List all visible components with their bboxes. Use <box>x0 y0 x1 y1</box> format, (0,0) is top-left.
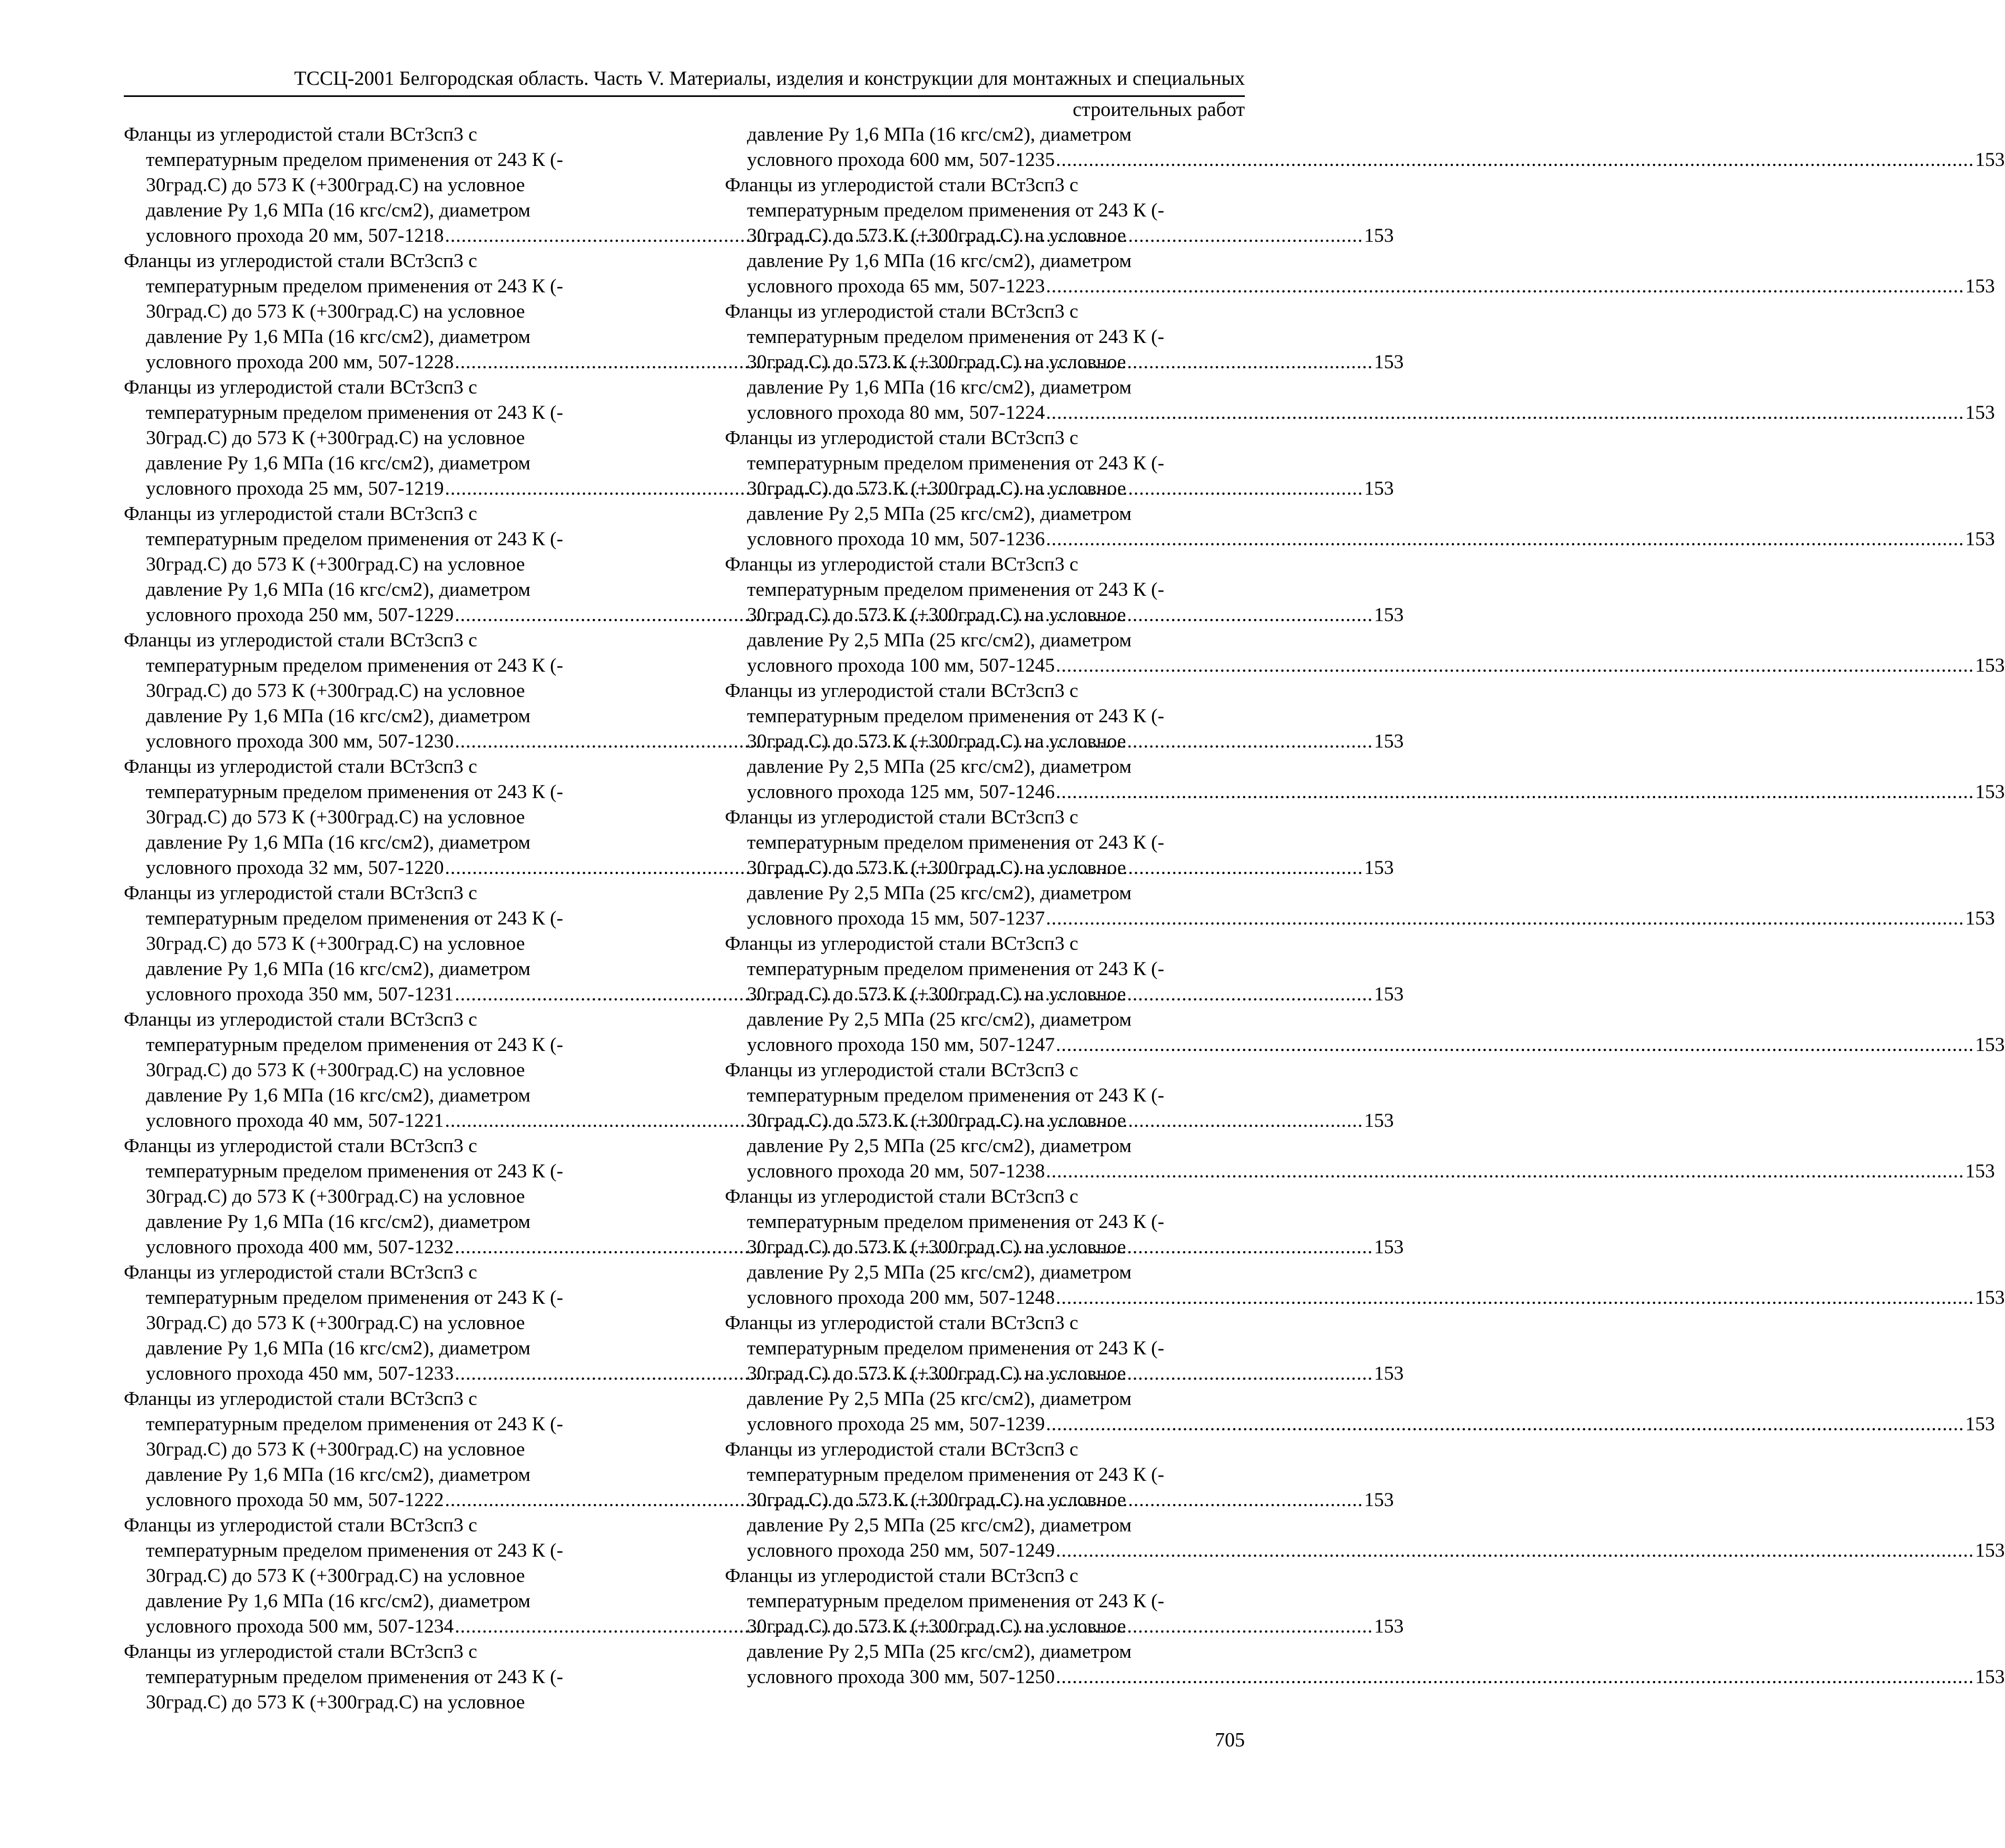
entry-line: 30град.С) до 573 К (+300град.С) на условное <box>747 1110 1126 1132</box>
dot-leader <box>1045 528 1965 550</box>
entry-line-with-page <box>747 1665 2005 1690</box>
entry-line-with-page <box>747 148 2005 173</box>
entry-text: условного прохода 400 мм, 507-1232 <box>146 1236 454 1258</box>
entry-line: давление Ру 1,6 МПа (16 кгс/см2), диаметром <box>146 200 531 221</box>
entry-line: 30град.С) до 573 К (+300град.С) на условное <box>146 1565 525 1587</box>
entry-page-number: 153 <box>1965 402 1995 424</box>
entry-line: Фланцы из углеродистой стали ВСт3сп3 с <box>124 377 477 398</box>
dot-leader <box>1055 1034 1975 1056</box>
entry-line: 30град.С) до 573 К (+300град.С) на условное <box>747 1616 1126 1637</box>
entry-text: условного прохода 500 мм, 507-1234 <box>146 1616 454 1637</box>
dot-leader <box>1055 781 1975 803</box>
dot-leader <box>1045 1413 1965 1435</box>
entry-line-with-page <box>747 274 1995 299</box>
entry-line: Фланцы из углеродистой стали ВСт3сп3 с <box>725 1439 1078 1460</box>
entry-line: температурным пределом применения от 243 К (- <box>747 579 1164 601</box>
entry-line: 30град.С) до 573 К (+300град.С) на условное <box>747 604 1126 626</box>
entry-text: условного прохода 200 мм, 507-1228 <box>146 351 454 373</box>
entry-line: Фланцы из углеродистой стали ВСт3сп3 с <box>725 807 1078 828</box>
entry-line: 30град.С) до 573 К (+300град.С) на условное <box>747 1236 1126 1258</box>
entry-line: температурным пределом применения от 243 К (- <box>146 1666 563 1688</box>
entry-page-number: 153 <box>1364 225 1394 247</box>
entry-text: условного прохода 250 мм, 507-1249 <box>747 1540 1055 1561</box>
entry-page-number: 153 <box>1965 908 1995 929</box>
entry-line: давление Ру 1,6 МПа (16 кгс/см2), диаметром <box>747 124 1132 145</box>
entry-line: 30град.С) до 573 К (+300град.С) на условное <box>146 1439 525 1460</box>
entry-line: 30град.С) до 573 К (+300град.С) на условное <box>146 1186 525 1207</box>
index-entry <box>725 122 2005 173</box>
entry-page-number: 153 <box>1364 857 1394 879</box>
entry-page-number: 153 <box>1975 1034 2005 1056</box>
entry-line: Фланцы из углеродистой стали ВСт3сп3 с <box>124 630 477 651</box>
entry-page-number: 153 <box>1374 1363 1404 1384</box>
entry-text: условного прохода 250 мм, 507-1229 <box>146 604 454 626</box>
entry-line: Фланцы из углеродистой стали ВСт3сп3 с <box>124 1262 477 1283</box>
entry-text: условного прохода 15 мм, 507-1237 <box>747 908 1045 929</box>
entry-line-with-page <box>747 1033 2005 1058</box>
entry-line: температурным пределом применения от 243 К (- <box>146 1034 563 1056</box>
entry-line: температурным пределом применения от 243 К (- <box>747 832 1164 853</box>
entry-text: условного прохода 350 мм, 507-1231 <box>146 984 454 1005</box>
entry-line: 30град.С) до 573 К (+300град.С) на условное <box>747 351 1126 373</box>
entry-page-number: 153 <box>1374 604 1404 626</box>
index-entry <box>725 426 1995 552</box>
entry-line: температурным пределом применения от 243 К (- <box>146 149 563 171</box>
entry-line: температурным пределом применения от 243 К (- <box>747 200 1164 221</box>
entry-line: температурным пределом применения от 243 К (- <box>747 1464 1164 1486</box>
entry-line: 30град.С) до 573 К (+300град.С) на условное <box>747 225 1126 247</box>
index-entry <box>725 299 1995 426</box>
entry-text: условного прохода 125 мм, 507-1246 <box>747 781 1055 803</box>
entry-line: Фланцы из углеродистой стали ВСт3сп3 с <box>124 1388 477 1410</box>
index-entry <box>725 931 2005 1058</box>
entry-line: давление Ру 2,5 МПа (25 кгс/см2), диаметром <box>747 756 1132 778</box>
entry-line: температурным пределом применения от 243 К (- <box>747 453 1164 474</box>
entry-line: температурным пределом применения от 243 К (- <box>146 528 563 550</box>
entry-line: давление Ру 1,6 МПа (16 кгс/см2), диаметром <box>747 377 1132 398</box>
entry-page-number: 153 <box>1374 1616 1404 1637</box>
entry-line: давление Ру 2,5 МПа (25 кгс/см2), диаметром <box>747 1388 1132 1410</box>
entry-line-with-page <box>747 1285 2005 1311</box>
header-subtitle: строительных работ <box>1073 99 1245 121</box>
dot-leader <box>1045 908 1965 929</box>
dot-leader <box>1055 1666 1975 1688</box>
entry-line: давление Ру 1,6 МПа (16 кгс/см2), диаметром <box>146 1085 531 1106</box>
index-entry <box>725 679 2005 805</box>
entry-line: 30град.С) до 573 К (+300град.С) на условное <box>747 1489 1126 1511</box>
entry-page-number: 153 <box>1975 1287 2005 1309</box>
entry-line: давление Ру 2,5 МПа (25 кгс/см2), диаметром <box>747 1641 1132 1663</box>
entry-text: условного прохода 20 мм, 507-1238 <box>747 1161 1045 1182</box>
entry-page-number: 153 <box>1364 1110 1394 1132</box>
entry-line: температурным пределом применения от 243 К (- <box>146 1540 563 1561</box>
entry-line: 30град.С) до 573 К (+300град.С) на условное <box>747 478 1126 499</box>
entry-line-with-page <box>747 527 1995 552</box>
entry-line: 30град.С) до 573 К (+300град.С) на условное <box>146 174 525 196</box>
entry-line: давление Ру 1,6 МПа (16 кгс/см2), диаметром <box>146 1338 531 1359</box>
entry-line: температурным пределом применения от 243 К (- <box>146 1413 563 1435</box>
entry-line: Фланцы из углеродистой стали ВСт3сп3 с <box>124 250 477 272</box>
entry-line: давление Ру 1,6 МПа (16 кгс/см2), диаметром <box>146 705 531 727</box>
entry-line: Фланцы из углеродистой стали ВСт3сп3 с <box>725 554 1078 575</box>
entry-line: температурным пределом применения от 243 К (- <box>747 1338 1164 1359</box>
entry-text: условного прохода 10 мм, 507-1236 <box>747 528 1045 550</box>
entry-text: условного прохода 32 мм, 507-1220 <box>146 857 444 879</box>
entry-text: условного прохода 600 мм, 507-1235 <box>747 149 1055 171</box>
index-entry <box>725 552 2005 679</box>
entry-text: условного прохода 200 мм, 507-1248 <box>747 1287 1055 1309</box>
dot-leader <box>1055 1287 1975 1309</box>
dot-leader <box>1055 1540 1975 1561</box>
entry-page-number: 153 <box>1965 1413 1995 1435</box>
entry-text: условного прохода 20 мм, 507-1218 <box>146 225 444 247</box>
entry-text: условного прохода 300 мм, 507-1230 <box>146 731 454 752</box>
entry-line: 30град.С) до 573 К (+300град.С) на условное <box>747 857 1126 879</box>
entry-line: температурным пределом применения от 243 К (- <box>146 655 563 676</box>
entry-line: давление Ру 2,5 МПа (25 кгс/см2), диаметром <box>747 1262 1132 1283</box>
entry-text: условного прохода 25 мм, 507-1219 <box>146 478 444 499</box>
header-title: ТССЦ-2001 Белгородская область. Часть V. Материалы, изделия и конструкции для монтажных и специальных <box>294 67 1245 90</box>
dot-leader <box>1045 276 1965 297</box>
entry-line: температурным пределом применения от 243 К (- <box>747 1085 1164 1106</box>
dot-leader <box>1055 149 1975 171</box>
entry-line-with-page <box>747 400 1995 426</box>
entry-line: давление Ру 2,5 МПа (25 кгс/см2), диаметром <box>747 503 1132 525</box>
entry-page-number: 153 <box>1975 655 2005 676</box>
entry-line: давление Ру 1,6 МПа (16 кгс/см2), диаметром <box>146 453 531 474</box>
entry-text: условного прохода 150 мм, 507-1247 <box>747 1034 1055 1056</box>
entry-line: давление Ру 1,6 МПа (16 кгс/см2), диаметром <box>747 250 1132 272</box>
entry-page-number: 153 <box>1965 1161 1995 1182</box>
index-entry <box>725 805 1995 931</box>
index-entry <box>725 1564 2005 1690</box>
entry-line: давление Ру 2,5 МПа (25 кгс/см2), диаметром <box>747 1009 1132 1030</box>
entry-line: давление Ру 2,5 МПа (25 кгс/см2), диаметром <box>747 630 1132 651</box>
entry-line-with-page <box>747 906 1995 931</box>
entry-line: Фланцы из углеродистой стали ВСт3сп3 с <box>725 933 1078 955</box>
entry-page-number: 153 <box>1975 149 2005 171</box>
entry-line: температурным пределом применения от 243 К (- <box>747 705 1164 727</box>
entry-line: Фланцы из углеродистой стали ВСт3сп3 с <box>124 756 477 778</box>
entry-line: температурным пределом применения от 243 К (- <box>747 958 1164 980</box>
entry-line: Фланцы из углеродистой стали ВСт3сп3 с <box>725 301 1078 322</box>
entry-line: Фланцы из углеродистой стали ВСт3сп3 с <box>124 1009 477 1030</box>
entry-page-number: 153 <box>1965 276 1995 297</box>
entry-line: 30град.С) до 573 К (+300град.С) на условное <box>747 984 1126 1005</box>
entry-line: Фланцы из углеродистой стали ВСт3сп3 с <box>725 1565 1078 1587</box>
index-entry <box>124 1639 619 1715</box>
entry-line: 30град.С) до 573 К (+300град.С) на условное <box>146 427 525 449</box>
entry-line: давление Ру 2,5 МПа (25 кгс/см2), диаметром <box>747 1515 1132 1536</box>
entry-line: давление Ру 1,6 МПа (16 кгс/см2), диаметром <box>146 832 531 853</box>
entry-line: Фланцы из углеродистой стали ВСт3сп3 с <box>725 1186 1078 1207</box>
dot-leader <box>1045 402 1965 424</box>
index-entry <box>725 173 1995 299</box>
entry-line: температурным пределом применения от 243 К (- <box>146 1161 563 1182</box>
entry-line: 30град.С) до 573 К (+300град.С) на условное <box>146 301 525 322</box>
entry-line: температурным пределом применения от 243 К (- <box>146 402 563 424</box>
entry-line: температурным пределом применения от 243 К (- <box>146 276 563 297</box>
entry-text: условного прохода 100 мм, 507-1245 <box>747 655 1055 676</box>
entry-text: условного прохода 25 мм, 507-1239 <box>747 1413 1045 1435</box>
index-entry <box>725 1058 1995 1184</box>
entry-text: условного прохода 300 мм, 507-1250 <box>747 1666 1055 1688</box>
entry-line: 30град.С) до 573 К (+300град.С) на условное <box>146 1312 525 1334</box>
entry-line: температурным пределом применения от 243 К (- <box>146 908 563 929</box>
dot-leader <box>1055 655 1975 676</box>
index-entry <box>725 1311 1995 1437</box>
entry-line: 30град.С) до 573 К (+300град.С) на условное <box>146 1692 525 1713</box>
entry-line: давление Ру 2,5 МПа (25 кгс/см2), диаметром <box>747 882 1132 904</box>
index-entry <box>725 1437 2005 1564</box>
entry-line: давление Ру 1,6 МПа (16 кгс/см2), диаметром <box>146 1590 531 1612</box>
entry-text: условного прохода 80 мм, 507-1224 <box>747 402 1045 424</box>
entry-line: Фланцы из углеродистой стали ВСт3сп3 с <box>124 503 477 525</box>
entry-page-number: 153 <box>1975 1666 2005 1688</box>
entry-line: Фланцы из углеродистой стали ВСт3сп3 с <box>725 174 1078 196</box>
dot-leader <box>1045 1161 1965 1182</box>
entry-line: давление Ру 2,5 МПа (25 кгс/см2), диаметром <box>747 1135 1132 1157</box>
entry-line: 30град.С) до 573 К (+300град.С) на условное <box>146 554 525 575</box>
entry-line: давление Ру 1,6 МПа (16 кгс/см2), диаметром <box>146 326 531 348</box>
entry-text: условного прохода 65 мм, 507-1223 <box>747 276 1045 297</box>
entry-line: 30град.С) до 573 К (+300град.С) на условное <box>146 1059 525 1081</box>
entry-text: условного прохода 50 мм, 507-1222 <box>146 1489 444 1511</box>
index-column-right <box>725 122 2005 1690</box>
entry-line-with-page <box>747 1538 2005 1564</box>
entry-page-number: 153 <box>1965 528 1995 550</box>
entry-line: Фланцы из углеродистой стали ВСт3сп3 с <box>124 124 477 145</box>
entry-line-with-page <box>747 1412 1995 1437</box>
entry-text: условного прохода 40 мм, 507-1221 <box>146 1110 444 1132</box>
entry-line-with-page <box>747 780 2005 805</box>
entry-page-number: 153 <box>1374 1236 1404 1258</box>
entry-line: Фланцы из углеродистой стали ВСт3сп3 с <box>725 427 1078 449</box>
entry-line: Фланцы из углеродистой стали ВСт3сп3 с <box>725 1059 1078 1081</box>
entry-line: давление Ру 1,6 МПа (16 кгс/см2), диаметром <box>146 579 531 601</box>
entry-page-number: 153 <box>1364 478 1394 499</box>
entry-line: температурным пределом применения от 243 К (- <box>747 1590 1164 1612</box>
entry-line: 30град.С) до 573 К (+300град.С) на условное <box>146 807 525 828</box>
entry-line: температурным пределом применения от 243 К (- <box>146 1287 563 1309</box>
entry-line: давление Ру 1,6 МПа (16 кгс/см2), диаметром <box>146 1464 531 1486</box>
entry-line: давление Ру 1,6 МПа (16 кгс/см2), диаметром <box>146 1211 531 1233</box>
entry-line-with-page <box>747 1159 1995 1184</box>
entry-line: давление Ру 1,6 МПа (16 кгс/см2), диаметром <box>146 958 531 980</box>
entry-line: 30град.С) до 573 К (+300град.С) на условное <box>146 933 525 955</box>
entry-line: 30град.С) до 573 К (+300град.С) на условное <box>146 680 525 702</box>
entry-line-with-page <box>747 653 2005 679</box>
entry-page-number: 153 <box>1975 781 2005 803</box>
entry-page-number: 153 <box>1374 984 1404 1005</box>
index-entry <box>725 1184 2005 1311</box>
entry-line: температурным пределом применения от 243 К (- <box>146 781 563 803</box>
entry-line: Фланцы из углеродистой стали ВСт3сп3 с <box>124 1135 477 1157</box>
entry-line: Фланцы из углеродистой стали ВСт3сп3 с <box>725 1312 1078 1334</box>
entry-page-number: 153 <box>1374 351 1404 373</box>
entry-line: Фланцы из углеродистой стали ВСт3сп3 с <box>725 680 1078 702</box>
page-number: 705 <box>1215 1729 1245 1751</box>
entry-line: Фланцы из углеродистой стали ВСт3сп3 с <box>124 1515 477 1536</box>
entry-page-number: 153 <box>1364 1489 1394 1511</box>
entry-line: 30град.С) до 573 К (+300град.С) на условное <box>747 731 1126 752</box>
entry-text: условного прохода 450 мм, 507-1233 <box>146 1363 454 1384</box>
entry-line: Фланцы из углеродистой стали ВСт3сп3 с <box>124 882 477 904</box>
entry-page-number: 153 <box>1374 731 1404 752</box>
entry-page-number: 153 <box>1975 1540 2005 1561</box>
entry-line: температурным пределом применения от 243 К (- <box>747 326 1164 348</box>
entry-line: Фланцы из углеродистой стали ВСт3сп3 с <box>124 1641 477 1663</box>
entry-line: 30град.С) до 573 К (+300град.С) на условное <box>747 1363 1126 1384</box>
entry-line: температурным пределом применения от 243 К (- <box>747 1211 1164 1233</box>
